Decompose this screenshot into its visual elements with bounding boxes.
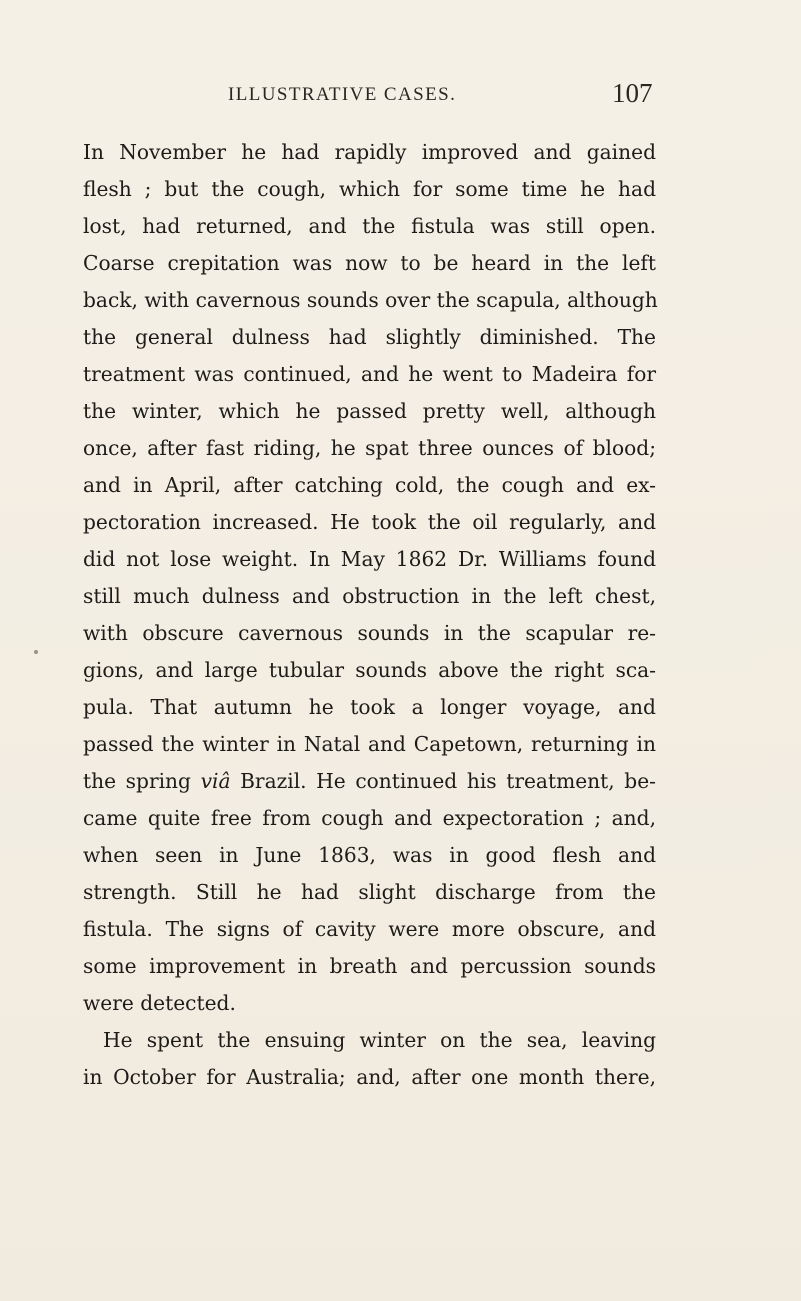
text-segment: the spring [83, 769, 201, 793]
text-line: He spent the ensuing winter on the sea, leaving [103, 1028, 656, 1052]
text-line: flesh ; but the cough, which for some time he had [83, 177, 656, 201]
text-line: with obscure cavernous sounds in the scapular re- [83, 621, 656, 645]
text-line: back, with cavernous sounds over the scapula, although [83, 288, 658, 312]
body-text [83, 134, 656, 1096]
text-line: pula. That autumn he took a longer voyage, and [83, 695, 656, 719]
text-line: the winter, which he passed pretty well, although [83, 399, 656, 423]
running-title: ILLUSTRATIVE CASES. [228, 84, 457, 105]
text-line: when seen in June 1863, was in good flesh and [83, 843, 656, 867]
text-line: passed the winter in Natal and Capetown, returning in [83, 732, 656, 756]
text-line: once, after fast riding, he spat three ounces of blood; [83, 436, 656, 460]
text-line: Coarse crepitation was now to be heard in the left [83, 251, 656, 275]
text-line: gions, and large tubular sounds above the right sca- [83, 658, 656, 682]
text-line-with-italic [83, 763, 656, 800]
text-line: lost, had returned, and the fistula was still open. [83, 214, 656, 238]
paragraph-1 [83, 134, 656, 1022]
text-line: and in April, after catching cold, the cough and ex- [83, 473, 656, 497]
text-line: the general dulness had slightly diminished. The [83, 325, 656, 349]
text-line: In November he had rapidly improved and gained [83, 140, 656, 164]
text-line: some improvement in breath and percussion sounds [83, 954, 656, 978]
margin-mark [34, 650, 38, 654]
text-line: did not lose weight. In May 1862 Dr. Williams found [83, 547, 656, 571]
text-segment: Brazil. He continued his treatment, be- [230, 769, 656, 793]
text-line: were detected. [83, 991, 236, 1015]
italic-word: viâ [200, 769, 231, 793]
text-line: came quite free from cough and expectoration ; and, [83, 806, 656, 830]
text-line: in October for Australia; and, after one month there, [83, 1065, 656, 1089]
text-line: fistula. The signs of cavity were more obscure, and [83, 917, 656, 941]
text-line: still much dulness and obstruction in the left chest, [83, 584, 656, 608]
text-line: pectoration increased. He took the oil regularly, and [83, 510, 656, 534]
text-line: treatment was continued, and he went to Madeira for [83, 362, 656, 386]
text-line: strength. Still he had slight discharge from the [83, 880, 656, 904]
page-number: 107 [612, 78, 653, 108]
paragraph-2 [83, 1022, 656, 1096]
